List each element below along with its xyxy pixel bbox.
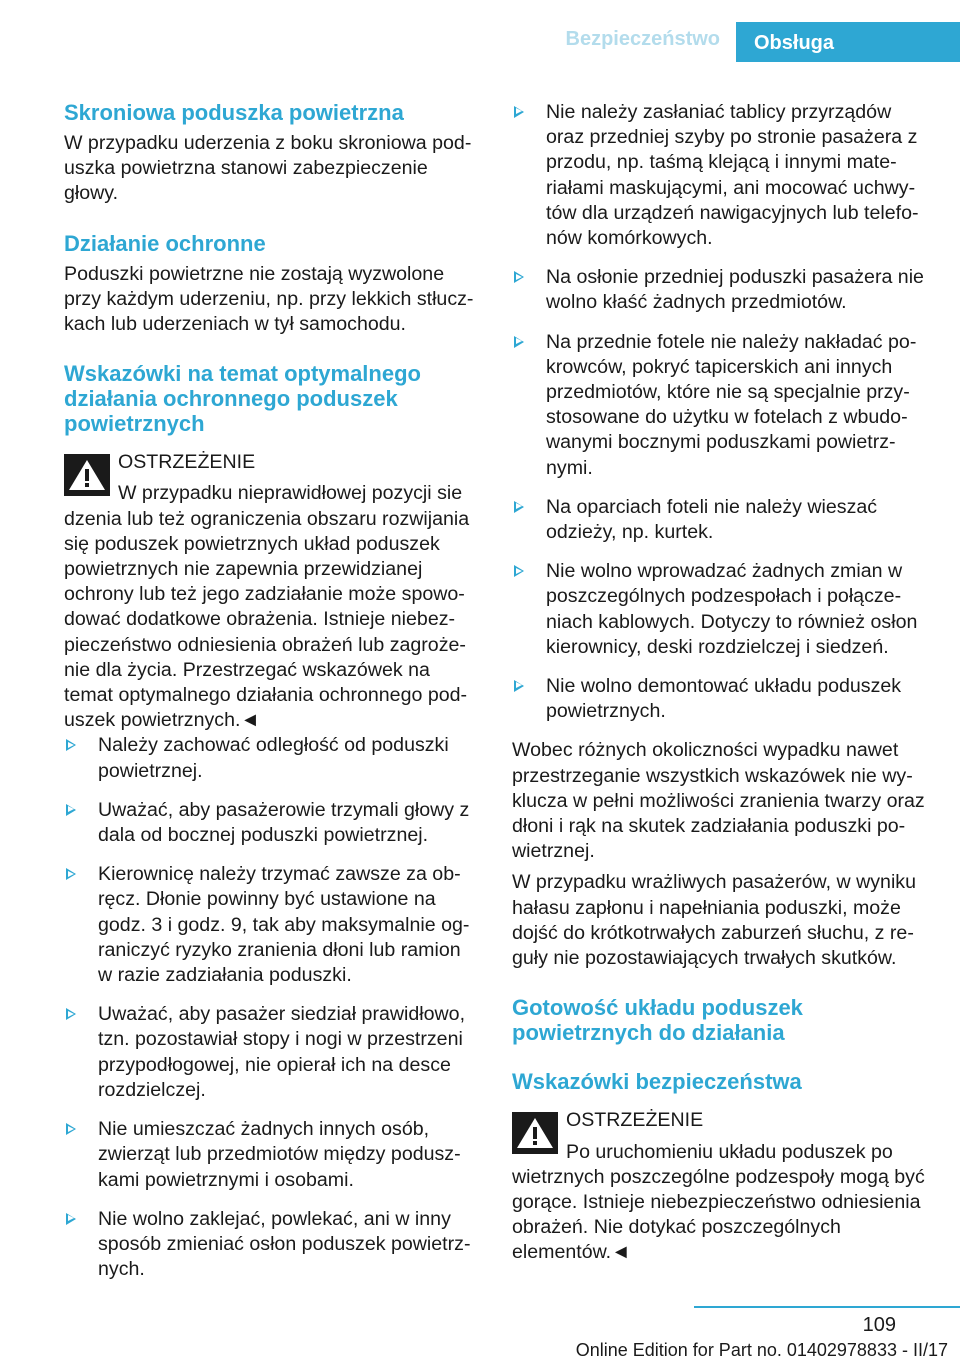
paragraph-side-airbag: W przypadku uderzenia z boku skroniowa poduszka powietrzna stanowi zabezpieczenie głowy. (64, 132, 472, 205)
bullet-triangle-icon (66, 868, 76, 880)
list-item: Na oparciach foteli nie należy wieszać odzieży, np. kurtek. (512, 495, 928, 545)
warning-title: OSTRZEŻENIE (566, 1109, 704, 1132)
bullet-triangle-icon (514, 565, 524, 577)
warning-text-line: W przypadku nieprawidłowej pozycji sie (118, 482, 463, 505)
heading-optimal-hints: Wskazówki na temat optymalnego działania ochronnego poduszek powietrznych (64, 361, 421, 437)
warning-triangle-icon (64, 454, 110, 496)
bullet-triangle-icon (66, 804, 76, 816)
warning-text: wietrznych poszczególne podzespoły mogą być gorące. Istnieje niebezpieczeństwo odniesienia obrażeń. Nie dotykać poszczególnych elementów.◄ (512, 1165, 925, 1264)
list-item: Kierownicę należy trzymać zawsze za obręcz. Dłonie powinny być ustawione na godz. 3 i godz. 9, tak aby maksymalnie ograniczyć ryzyko zranienia dłoni lub ramion w razie zadziałania poduszki. (64, 862, 480, 988)
header-section-label: Bezpieczeństwo (565, 28, 720, 50)
paragraph-injury-risk: Wobec różnych okoliczności wypadku nawet przestrzeganie wszystkich wskazówek nie wyklucza w pełni możliwości zranienia twarzy oraz dłoni i rąk na skutek zadziałania poduszki powietrznej. (512, 739, 925, 863)
bullet-list-right (512, 100, 928, 724)
bullet-triangle-icon (66, 1123, 76, 1135)
bullet-triangle-icon (514, 106, 524, 118)
warning-box (512, 1108, 928, 1265)
heading-airbag-readiness: Gotowość układu poduszek powietrznych do działania (512, 995, 803, 1046)
footer-rule (694, 1306, 960, 1308)
bullet-triangle-icon (66, 1008, 76, 1020)
footer-edition: Online Edition for Part no. 01402978833 - II/17 (575, 1340, 948, 1360)
bullet-triangle-icon (514, 271, 524, 283)
heading-safety-hints: Wskazówki bezpieczeństwa (512, 1069, 802, 1095)
list-item: Nie wolno wprowadzać żadnych zmian w poszczególnych podzespołach i połączeniach kablowych. Dotyczy to również osłon kierownicy, deski rozdzielczej i siedzeń. (512, 559, 928, 660)
heading-protective-action: Działanie ochronne (64, 230, 266, 256)
warning-text-line: Po uruchomieniu układu poduszek po (566, 1140, 893, 1163)
right-column (512, 100, 928, 1266)
bullet-triangle-icon (66, 1213, 76, 1225)
warning-text: dzenia lub też ograniczenia obszaru rozwijania się poduszek powietrznych układ poduszek powietrznych nie zapewnia przewidzianej ochrony lub też jego zadziałanie może spowodować dodatkowe obrażenia. Istnieje niebezpieczeństwo odniesienia obrażeń lub zagrożenie dla życia. Przestrzegać wskazówek na temat optymalnego działania ochronnego poduszek powietrznych.◄ (64, 507, 470, 732)
list-item: Należy zachować odległość od poduszki powietrznej. (64, 733, 480, 783)
bullet-triangle-icon (514, 501, 524, 513)
list-item: Na osłonie przedniej poduszki pasażera nie wolno kłaść żadnych przedmiotów. (512, 265, 928, 315)
list-item: Nie umieszczać żadnych innych osób, zwierząt lub przedmiotów między poduszkami powietrznymi i osobami. (64, 1117, 480, 1193)
heading-side-airbag: Skroniowa poduszka powietrzna (64, 100, 404, 125)
list-item: Uważać, aby pasażerowie trzymali głowy z dala od bocznej poduszki powietrznej. (64, 798, 480, 848)
paragraph-protective-action: Poduszki powietrzne nie zostają wyzwolone przy każdym uderzeniu, np. przy lekkich stłuczkach lub uderzeniach w tył samochodu. (64, 262, 474, 336)
bullet-triangle-icon (66, 739, 76, 751)
warning-triangle-icon (512, 1112, 558, 1154)
page-number: 109 (862, 1314, 896, 1336)
list-item: Nie wolno demontować układu poduszek powietrznych. (512, 674, 928, 724)
list-item: Nie wolno zaklejać, powlekać, ani w inny sposób zmieniać osłon poduszek powietrznych. (64, 1207, 480, 1283)
left-column (64, 100, 480, 1296)
page-header (0, 0, 960, 62)
bullet-triangle-icon (514, 336, 524, 348)
warning-box (64, 450, 480, 733)
list-item: Uważać, aby pasażer siedział prawidłowo, tzn. pozostawiał stopy i nogi w przestrzeni przypodłogowej, nie opierał ich na desce rozdzielczej. (64, 1002, 480, 1103)
bullet-triangle-icon (514, 680, 524, 692)
bullet-list-left (64, 733, 480, 1282)
list-item: Nie należy zasłaniać tablicy przyrządów oraz przedniej szyby po stronie pasażera z przodu, np. taśmą klejącą i innymi materiałami maskującymi, ani mocować uchwytów dla urządzeń nawigacyjnych lub telefonów komórkowych. (512, 100, 928, 251)
list-item: Na przednie fotele nie należy nakładać pokrowców, pokryć tapicerskich ani innych przedmiotów, które nie są specjalnie przystosowane do użytku w fotelach z wbudowanymi bocznymi poduszkami powietrznymi. (512, 330, 928, 481)
header-chapter-tab: Obsługa (736, 22, 960, 62)
warning-title: OSTRZEŻENIE (118, 451, 256, 474)
paragraph-hearing: W przypadku wrażliwych pasażerów, w wyniku hałasu zapłonu i napełniania poduszki, może dojść do krótkotrwałych zaburzeń słuchu, z reguły nie pozostawiających trwałych skutków. (512, 871, 916, 970)
